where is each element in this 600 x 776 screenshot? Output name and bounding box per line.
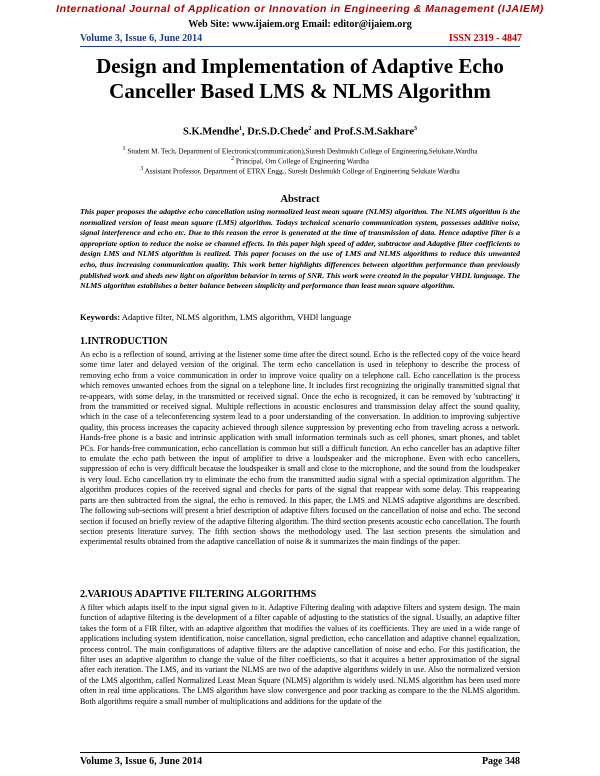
affiliation-text: Assistant Professor, Department of ETRX Engg., Suresh Deshmukh College of Engineering Selukate Wardha [144, 167, 460, 176]
volume-issue: Volume 3, Issue 6, June 2014 [80, 33, 203, 44]
author-list [0, 126, 600, 138]
footer-rule [80, 752, 520, 753]
affiliation-2 [60, 156, 540, 165]
author-sup: 1 [239, 126, 242, 132]
affiliation-text: Student M. Tech, Department of Electronics(communication),Suresh Deshmukh College of Engineering,Selukate,Wardha [127, 147, 478, 156]
paper-title-line-1: Design and Implementation of Adaptive Echo [96, 54, 504, 78]
section-heading-adaptive-filtering: 2.VARIOUS ADAPTIVE FILTERING ALGORITHMS [80, 589, 317, 600]
author-sup: 2 [308, 126, 312, 132]
affiliation-text: Principal, Om College of Engineering Wardha [235, 157, 369, 166]
keywords [80, 312, 520, 322]
issn: ISSN 2319 - 4847 [448, 33, 522, 44]
section-text-introduction: An echo is a reflection of sound, arriving at the listener some time after the direct sound. Echo is the reflected copy of the voice heard some time later and delayed version of the original. The term echo cancellation is used in telephony to describe the process of removing echo from a voice communication in order to improve voice quality on a telephone call. Echo cancellation is the process which removes unwanted echoes from the signal on a telephone line. It includes first recognizing the originally transmitted signal that re-appears, with some delay, in the transmitted or received signal. Once the echo is recognized, it can be removed by 'subtracting' it from the transmitted or received signal. Multiple reflections in acoustic enclosures and transmission delay affect the sound quality, which in the case of a teleconferencing system lead to a poor understanding of the conversation. In addition to improving subjective quality, this process increases the capacity achieved through silence suppression by preventing echo from traveling across a network. Hands-free phone is a basic and intrinsic application with small information terminals such as cell phones, smart phones, and tablet PCs. For hands-free communication, echo cancellation is common but still a difficult function. An echo canceller has an adaptive filter to emulate the echo path between the input of amplifier to drive a loudspeaker and the microphone. Even with echo cancellers, suppression of echo is very difficult because the loudspeaker is small and close to the microphone, and the sound from the loudspeaker is very loud. Echo cancellation try to eliminate the echo from the transmitted audio signal with a special optimization algorithm. The algorithm produces copies of the received signal and checks for parts of the signal that reappear with some delay. This reappearing parts are then subtracted from the signal, the echo is removed. In this paper, the LMS and NLMS adaptive algorithms are described. The following sub-sections will present a brief description of adaptive filters focused on the cancellation of noise and echo. The second section if focused on briefly review of the adaptive filtering algorithm. The third section presents acoustic echo cancellation. The fourth section presents literature survey. The fifth section shows the methodology used. The last section presents the simulation and experimental results obtained from the adaptive cancellation of noise & it summarizes the main findings of the paper. [80, 350, 520, 547]
journal-title: International Journal of Application or Innovation in Engineering & Management (IJAIEM) [56, 3, 544, 15]
page-number: Page 348 [481, 756, 520, 767]
section-heading-introduction: 1.INTRODUCTION [80, 336, 168, 347]
keywords-text: Adaptive filter, NLMS algorithm, LMS algorithm, VHDl language [120, 312, 352, 322]
header-rule [80, 46, 520, 47]
affiliation-sup: 3 [140, 166, 144, 172]
journal-web-email: Web Site: www.ijaiem.org Email: editor@ijaiem.org [188, 19, 412, 30]
affiliation-1 [60, 146, 540, 155]
footer-volume: Volume 3, Issue 6, June 2014 [80, 756, 203, 767]
paper-title-line-2: Canceller Based LMS & NLMS Algorithm [109, 79, 491, 103]
author-name: S.K.Mendhe [182, 126, 239, 138]
paper-title [60, 54, 540, 104]
abstract-heading: Abstract [280, 194, 320, 205]
author-name: Dr.S.D.Chede [247, 126, 309, 138]
author-name: Prof.S.M.Sakhare [333, 126, 415, 138]
section-text-adaptive-filtering: A filter which adapts itself to the input signal given to it. Adaptive Filtering dealing with adaptive filters and system design. The main function of adaptive filtering is the development of a filter capable of adjusting to the statistics of the signal. Usually, an adaptive filter takes the form of a FIR filter, with an adaptive algorithm that modifies the values of its coefficients. They are used in a wide range of applications including system identification, noise cancellation, signal prediction, echo cancellation and adaptive channel equalization, process control. The main configurations of adaptive filters are the adaptive cancellation of noise and echo. For this justification, the filter uses an adaptive algorithm to change the value of the filter coefficients, so that it acquires a better approximation of the signal after each iteration. The LMS, and its variant the NLMS are two of the adaptive algorithms widely in use. Also the normalized version of the LMS algorithm, called Normalized Least Mean Square (NLMS) algorithm is widely used. NLMS algorithm has been used more often in real time applications. The LMS algorithm have slow convergence and poor tracking as compare to the the NLMS algorithm. Both algorithms require a small number of multiplications and additions for the update of the [80, 603, 520, 706]
author-separator: and [311, 126, 334, 138]
affiliation-sup: 1 [122, 146, 126, 152]
affiliation-3 [60, 166, 540, 175]
keywords-label: Keywords: [80, 312, 121, 322]
affiliation-sup: 2 [231, 156, 235, 162]
abstract-text: This paper proposes the adaptive echo cancellation using normalized least mean square (NLMS) algorithm. The NLMS algorithm is the normalized version of least mean square (LMS) algorithm. Todays technical scenario communication system, possesses additive noise, signal interference and echo etc. Due to this reason the error is generated at the time of transmission of data. Hence adaptive filter is a appropriate option to reduce the noise or channel effects. In this paper high speed of adder, subtractor and Adaptive filter coefficients to design LMS and NLMS algorithm is realized. This paper focuses on the use of LMS and NLMS algorithms to reduce this unwanted echo, thus increasing communication quality. This work better highlights differences between algorithm performance than previously published work and sheds new light on algorithm behavior in terms of SNR. This work were created in the popular VHDL language. The NLMS algorithm establishes a better balance between simplicity and performance than least mean square algorithm. [80, 207, 520, 291]
author-separator: , [242, 126, 248, 138]
author-sup: 3 [414, 126, 418, 132]
